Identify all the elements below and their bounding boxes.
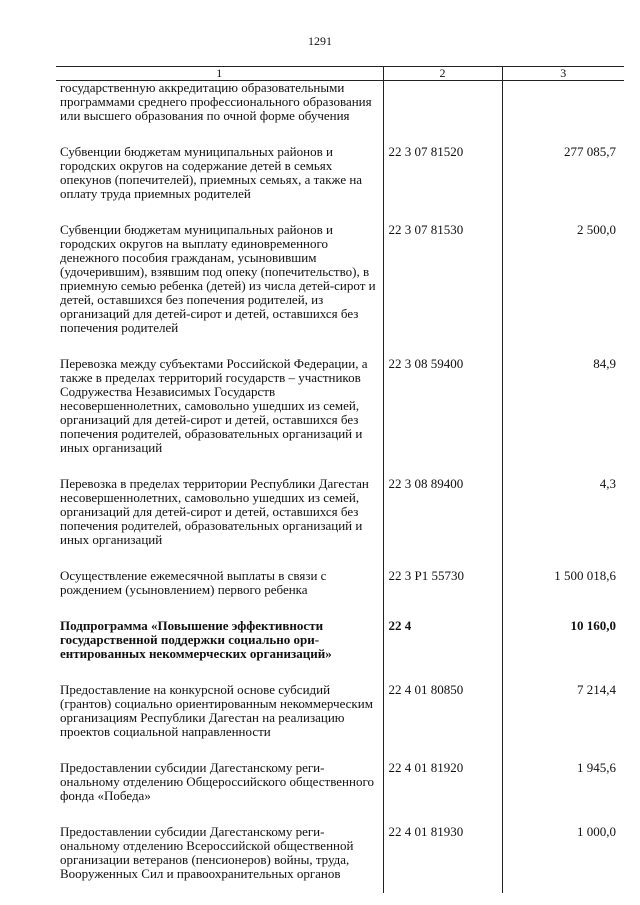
row-amount-cell: 4,3 — [502, 477, 624, 569]
row-code-cell: 22 4 01 81920 — [383, 761, 502, 825]
table-row — [56, 81, 624, 146]
row-name-cell: Предоставлении субсидии Дагестанскому региональному отделению Общероссийского общественного фонда «Победа» — [60, 760, 374, 803]
row-code-cell: 22 4 01 80850 — [383, 683, 502, 761]
row-amount-cell — [502, 81, 624, 146]
column-header-1: 1 — [56, 67, 383, 81]
table-row — [56, 477, 624, 569]
row-code-cell: 22 4 — [383, 619, 502, 683]
row-code-cell: 22 4 01 81930 — [383, 825, 502, 893]
row-amount-cell: 1 000,0 — [502, 825, 624, 893]
row-amount-cell: 84,9 — [502, 357, 624, 477]
row-amount-cell: 7 214,4 — [502, 683, 624, 761]
row-code-cell: 22 3 07 81530 — [383, 223, 502, 357]
row-name-cell: Предоставлении субсидии Дагестанскому региональному отделению Всероссийской общественной организации ветеранов (пенсионеров) войны, труда, Вооруженных Сил и правоохранительных органов — [60, 824, 354, 881]
row-code-cell: 22 3 07 81520 — [383, 145, 502, 223]
row-name-cell: Перевозка в пределах территории Республики Дагестан несовершеннолетних, самовольно ушедших из семей, организаций для детей-сирот и детей, оставшихся без попечения родителей, образовательных организаций и иных организаций — [60, 476, 369, 547]
table-row — [56, 569, 624, 619]
row-amount-cell: 2 500,0 — [502, 223, 624, 357]
page-number: 1291 — [308, 34, 332, 48]
table-row — [56, 223, 624, 357]
table-header-row — [56, 67, 624, 81]
table-row — [56, 825, 624, 893]
row-name-cell: государственную аккредитацию образовательными программами среднего профессионального образования или высшего образования по очной форме обучения — [60, 80, 372, 123]
row-code-cell: 22 3 08 89400 — [383, 477, 502, 569]
budget-table — [56, 66, 624, 893]
row-amount-cell: 1 945,6 — [502, 761, 624, 825]
row-name-cell: Подпрограмма «Повышение эффективности государственной поддержки социально ориентированных некоммерческих организаций» — [60, 618, 332, 661]
row-name-cell: Осуществление ежемесячной выплаты в связи с рождением (усыновлением) первого ребенка — [60, 568, 327, 597]
table-row — [56, 145, 624, 223]
row-name-cell: Субвенции бюджетам муниципальных районов и городских округов на выплату единовременного денежного пособия гражданам, усыновившим (удочерившим), взявшим под опеку (попечительство), в приемную семью ребенка (детей) из числа детей-сирот и детей, оставшихся без попечения родителей, из организаций для детей-сирот и детей, оставшихся без попечения родителей — [60, 222, 376, 335]
row-amount-cell: 10 160,0 — [502, 619, 624, 683]
row-amount-cell: 1 500 018,6 — [502, 569, 624, 619]
table-row — [56, 357, 624, 477]
table-row — [56, 683, 624, 761]
column-header-2: 2 — [383, 67, 502, 81]
row-name-cell: Предоставление на конкурсной основе субсидий (грантов) социально ориентированным некоммерческим организациям Республики Дагестан на реализацию проектов социальной направленности — [60, 682, 373, 739]
table-row — [56, 761, 624, 825]
row-code-cell — [383, 81, 502, 146]
table-body — [56, 81, 624, 894]
table-row — [56, 619, 624, 683]
row-code-cell: 22 3 Р1 55730 — [383, 569, 502, 619]
row-name-cell: Перевозка между субъектами Российской Федерации, а также в пределах территорий государств – участников Содружества Независимых Государств несовершеннолетних, самовольно ушедших из семей, организаций для детей-сирот и детей, оставшихся без попечения родителей, образовательных организаций и иных организаций — [60, 356, 368, 455]
row-amount-cell: 277 085,7 — [502, 145, 624, 223]
row-code-cell: 22 3 08 59400 — [383, 357, 502, 477]
column-header-3: 3 — [502, 67, 624, 81]
row-name-cell: Субвенции бюджетам муниципальных районов и городских округов на содержание детей в семьях опекунов (попечителей), приемных семьях, а также на оплату труда приемных родителей — [60, 144, 363, 201]
